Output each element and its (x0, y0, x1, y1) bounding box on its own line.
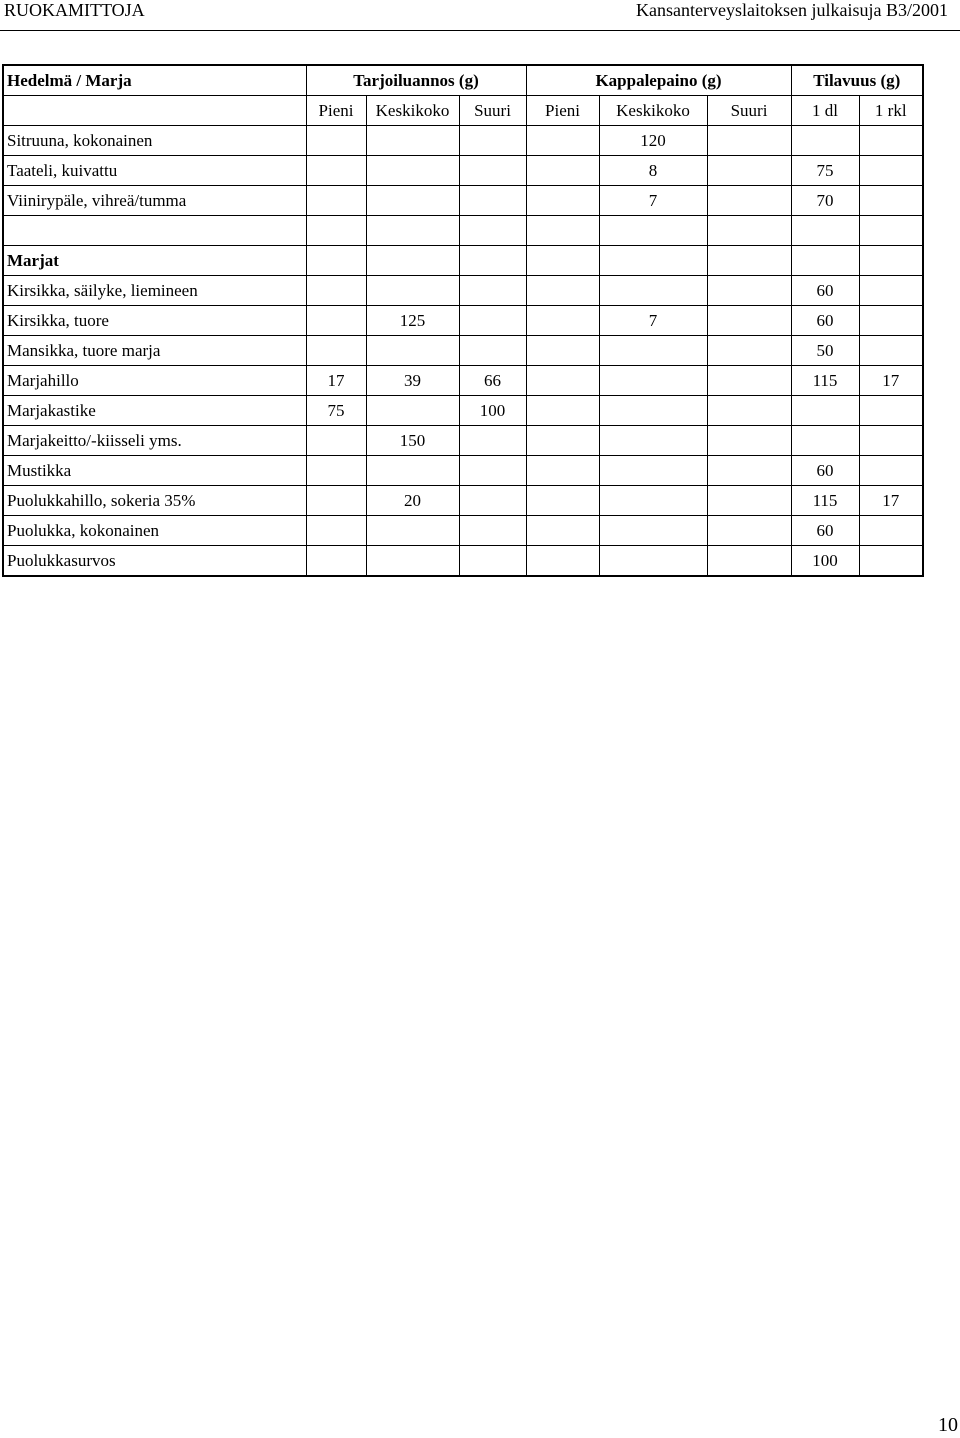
table-row (3, 516, 923, 546)
header-rule (0, 30, 960, 31)
section-title: Marjat (3, 246, 306, 276)
table-cell (366, 126, 459, 156)
table-cell (306, 516, 366, 546)
row-label: Marjakeitto/-kiisseli yms. (3, 426, 306, 456)
table-cell (707, 276, 791, 306)
table-cell (599, 426, 707, 456)
table-cell (707, 186, 791, 216)
table-cell (599, 366, 707, 396)
subheader-cell: 1 rkl (859, 96, 923, 126)
table-row (3, 396, 923, 426)
empty-cell (526, 216, 599, 246)
table-cell: 20 (366, 486, 459, 516)
table-cell: 17 (859, 486, 923, 516)
row-label: Marjakastike (3, 396, 306, 426)
table-cell (707, 126, 791, 156)
table-cell (859, 186, 923, 216)
table-cell (459, 546, 526, 577)
running-header-publication: Kansanterveyslaitoksen julkaisuja B3/2001 (636, 0, 948, 20)
table-cell (791, 396, 859, 426)
table-cell: 75 (306, 396, 366, 426)
table-cell: 100 (791, 546, 859, 577)
empty-cell (306, 216, 366, 246)
table-subheader-row (3, 96, 923, 126)
table-cell (526, 546, 599, 577)
table-cell: 17 (859, 366, 923, 396)
table-cell (366, 456, 459, 486)
table-cell (791, 426, 859, 456)
table-cell (526, 456, 599, 486)
empty-cell (707, 216, 791, 246)
table-cell (859, 156, 923, 186)
column-header-item: Hedelmä / Marja (3, 65, 306, 96)
table-cell (599, 336, 707, 366)
table-cell: 125 (366, 306, 459, 336)
subheader-cell: 1 dl (791, 96, 859, 126)
table-cell (459, 126, 526, 156)
table-cell (526, 186, 599, 216)
table-header-row (3, 65, 923, 96)
table-cell: 75 (791, 156, 859, 186)
table-cell (791, 126, 859, 156)
empty-cell (459, 216, 526, 246)
empty-cell (599, 216, 707, 246)
table-cell (526, 336, 599, 366)
section-row (3, 246, 923, 276)
row-label: Mansikka, tuore marja (3, 336, 306, 366)
table-cell (366, 156, 459, 186)
empty-cell (3, 216, 306, 246)
table-cell (707, 396, 791, 426)
subheader-cell: Keskikoko (366, 96, 459, 126)
table-row (3, 276, 923, 306)
table-cell (366, 276, 459, 306)
empty-cell (599, 246, 707, 276)
table-cell (859, 396, 923, 426)
table-cell (859, 426, 923, 456)
table-cell (526, 396, 599, 426)
table-cell: 7 (599, 186, 707, 216)
table-cell (859, 306, 923, 336)
table-row (3, 426, 923, 456)
table-cell (459, 276, 526, 306)
empty-cell (707, 246, 791, 276)
empty-cell (306, 246, 366, 276)
row-label: Puolukka, kokonainen (3, 516, 306, 546)
group-header-piece-weight: Kappalepaino (g) (526, 65, 791, 96)
table-cell (526, 516, 599, 546)
table-cell (707, 156, 791, 186)
table-cell (459, 456, 526, 486)
table-cell (306, 126, 366, 156)
table-cell: 8 (599, 156, 707, 186)
table-cell: 17 (306, 366, 366, 396)
table-cell (707, 546, 791, 577)
table-cell (366, 546, 459, 577)
table-cell (459, 426, 526, 456)
subheader-cell: Keskikoko (599, 96, 707, 126)
row-label: Mustikka (3, 456, 306, 486)
table-cell (306, 456, 366, 486)
table-cell (306, 336, 366, 366)
table-cell (707, 306, 791, 336)
table-cell (707, 366, 791, 396)
table-cell: 60 (791, 516, 859, 546)
subheader-cell: Suuri (707, 96, 791, 126)
table-cell (366, 186, 459, 216)
table-cell: 39 (366, 366, 459, 396)
table-cell (526, 276, 599, 306)
empty-cell (459, 246, 526, 276)
table-row (3, 126, 923, 156)
table-cell (599, 456, 707, 486)
page-number: 10 (938, 1414, 958, 1436)
table-cell (599, 516, 707, 546)
table-cell (306, 186, 366, 216)
table-cell: 66 (459, 366, 526, 396)
running-header-title: RUOKAMITTOJA (4, 0, 145, 20)
table-cell (366, 516, 459, 546)
table-row (3, 306, 923, 336)
table-cell (707, 336, 791, 366)
table-cell (459, 486, 526, 516)
empty-cell (859, 216, 923, 246)
empty-cell (526, 246, 599, 276)
table-row (3, 366, 923, 396)
table-cell (859, 546, 923, 577)
row-label: Kirsikka, tuore (3, 306, 306, 336)
table-cell (526, 126, 599, 156)
table-cell (599, 276, 707, 306)
table-cell (707, 516, 791, 546)
table-row (3, 546, 923, 577)
table-cell (526, 306, 599, 336)
table-cell (526, 366, 599, 396)
table-cell (459, 186, 526, 216)
empty-cell (366, 216, 459, 246)
subheader-cell: Pieni (306, 96, 366, 126)
table-cell (526, 486, 599, 516)
table-cell (459, 336, 526, 366)
table-cell (526, 156, 599, 186)
table-cell (306, 426, 366, 456)
table-row (3, 336, 923, 366)
table-cell: 70 (791, 186, 859, 216)
table-cell: 115 (791, 486, 859, 516)
subheader-cell: Suuri (459, 96, 526, 126)
table-cell: 60 (791, 306, 859, 336)
table-cell (599, 486, 707, 516)
row-label: Marjahillo (3, 366, 306, 396)
table-cell (366, 396, 459, 426)
table-cell: 150 (366, 426, 459, 456)
table-cell (526, 426, 599, 456)
row-label: Taateli, kuivattu (3, 156, 306, 186)
table-cell (859, 276, 923, 306)
row-label: Sitruuna, kokonainen (3, 126, 306, 156)
row-label: Puolukkasurvos (3, 546, 306, 577)
spacer-row (3, 216, 923, 246)
row-label: Kirsikka, säilyke, liemineen (3, 276, 306, 306)
table-cell (859, 456, 923, 486)
group-header-serving: Tarjoiluannos (g) (306, 65, 526, 96)
table-cell (859, 516, 923, 546)
measures-table (2, 64, 924, 577)
row-label: Puolukkahillo, sokeria 35% (3, 486, 306, 516)
table-cell: 60 (791, 456, 859, 486)
table-row (3, 456, 923, 486)
empty-cell (791, 216, 859, 246)
table-cell (366, 336, 459, 366)
table-cell (459, 156, 526, 186)
table-cell: 120 (599, 126, 707, 156)
table-cell: 115 (791, 366, 859, 396)
empty-cell (859, 246, 923, 276)
table-cell (707, 486, 791, 516)
table-cell (859, 126, 923, 156)
empty-cell (791, 246, 859, 276)
table-cell (306, 276, 366, 306)
table-cell: 100 (459, 396, 526, 426)
table-cell (459, 306, 526, 336)
table-cell (459, 516, 526, 546)
subheader-blank (3, 96, 306, 126)
table-cell (599, 396, 707, 426)
row-label: Viinirypäle, vihreä/tumma (3, 186, 306, 216)
empty-cell (366, 246, 459, 276)
table-cell (306, 486, 366, 516)
table-cell (859, 336, 923, 366)
table-cell: 50 (791, 336, 859, 366)
table-cell (306, 546, 366, 577)
table-cell (306, 156, 366, 186)
table-cell (306, 306, 366, 336)
subheader-cell: Pieni (526, 96, 599, 126)
table-cell (599, 546, 707, 577)
group-header-volume: Tilavuus (g) (791, 65, 923, 96)
table-cell (707, 456, 791, 486)
table-cell (707, 426, 791, 456)
table-cell: 60 (791, 276, 859, 306)
table-row (3, 486, 923, 516)
table-cell: 7 (599, 306, 707, 336)
table-row (3, 156, 923, 186)
table-row (3, 186, 923, 216)
